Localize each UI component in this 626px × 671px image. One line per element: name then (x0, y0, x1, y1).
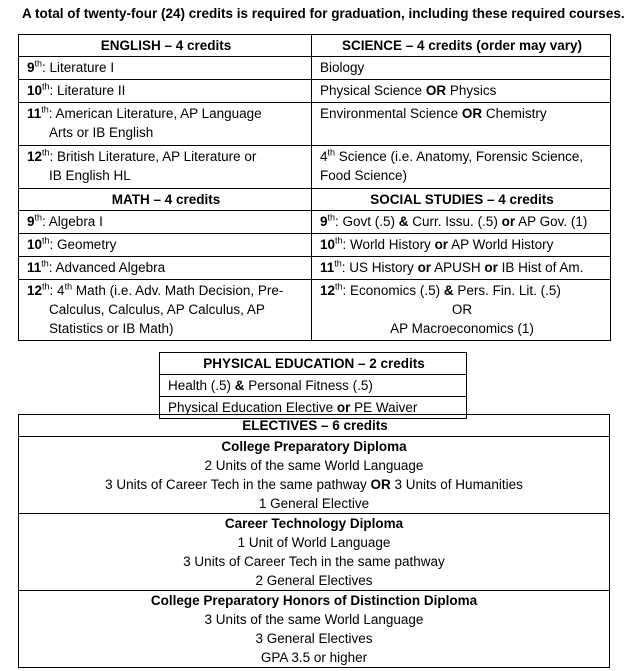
table-row (19, 211, 611, 234)
table-row (19, 234, 611, 257)
electives-table (18, 414, 610, 668)
social-studies-header: SOCIAL STUDIES – 4 credits (312, 189, 611, 211)
honors-distinction-diploma: College Preparatory Honors of Distinction Diploma 3 Units of the same World Language 3 General Electives GPA 3.5 or higher (19, 591, 610, 668)
science-1: Biology (312, 57, 611, 80)
table-row (19, 80, 611, 103)
math-header: MATH – 4 credits (19, 189, 312, 211)
table-row (19, 591, 610, 668)
english-science-header-row (19, 35, 611, 57)
science-2: Physical Science OR Physics (312, 80, 611, 103)
pe-header-row (160, 353, 467, 375)
english-header: ENGLISH – 4 credits (19, 35, 312, 57)
diploma-title: College Preparatory Honors of Distinction Diploma (150, 593, 478, 608)
math-11: 11th: Advanced Algebra (19, 257, 312, 280)
science-4: 4th Science (i.e. Anatomy, Forensic Science, Food Science) (312, 146, 611, 189)
social-11: 11th: US History or APUSH or IB Hist of Am. (312, 257, 611, 280)
electives-header-row (19, 415, 610, 437)
physical-education-table (159, 352, 467, 419)
table-row (160, 375, 467, 397)
career-tech-diploma: Career Technology Diploma 1 Unit of World Language 3 Units of Career Tech in the same pathway 2 General Electives (19, 514, 610, 591)
social-9: 9th: Govt (.5) & Curr. Issu. (.5) or AP Gov. (1) (312, 211, 611, 234)
electives-header: ELECTIVES – 6 credits (19, 415, 610, 437)
college-prep-diploma: College Preparatory Diploma 2 Units of the same World Language 3 Units of Career Tech in the same pathway OR 3 Units of Humanities 1 General Elective (19, 437, 610, 514)
diploma-title: Career Technology Diploma (224, 516, 404, 531)
math-9: 9th: Algebra I (19, 211, 312, 234)
pe-header: PHYSICAL EDUCATION – 2 credits (160, 353, 467, 375)
science-3: Environmental Science OR Chemistry (312, 103, 611, 146)
table-row (19, 146, 611, 189)
math-12: 12th: 4th Math (i.e. Adv. Math Decision, Pre- Calculus, Calculus, AP Calculus, AP Statistics or IB Math) (19, 280, 312, 341)
table-row (19, 514, 610, 591)
pe-row-2: Physical Education Elective or PE Waiver (160, 397, 467, 419)
pe-row-1: Health (.5) & Personal Fitness (.5) (160, 375, 467, 397)
english-10: 10th: Literature II (19, 80, 312, 103)
math-10: 10th: Geometry (19, 234, 312, 257)
social-10: 10th: World History or AP World History (312, 234, 611, 257)
diploma-title: College Preparatory Diploma (221, 439, 407, 454)
social-12: 12th: Economics (.5) & Pers. Fin. Lit. (.5) OR AP Macroeconomics (1) (312, 280, 611, 341)
english-12: 12th: British Literature, AP Literature or IB English HL (19, 146, 312, 189)
table-row (19, 280, 611, 341)
table-row (19, 103, 611, 146)
math-social-header-row (19, 189, 611, 211)
intro-text: A total of twenty-four (24) credits is required for graduation, including these required courses. (22, 6, 625, 21)
science-header: SCIENCE – 4 credits (order may vary) (312, 35, 611, 57)
table-row (19, 437, 610, 514)
table-row (19, 57, 611, 80)
english-11: 11th: American Literature, AP Language Arts or IB English (19, 103, 312, 146)
english-9: 9th: Literature I (19, 57, 312, 80)
core-courses-table (18, 34, 611, 341)
table-row (19, 257, 611, 280)
